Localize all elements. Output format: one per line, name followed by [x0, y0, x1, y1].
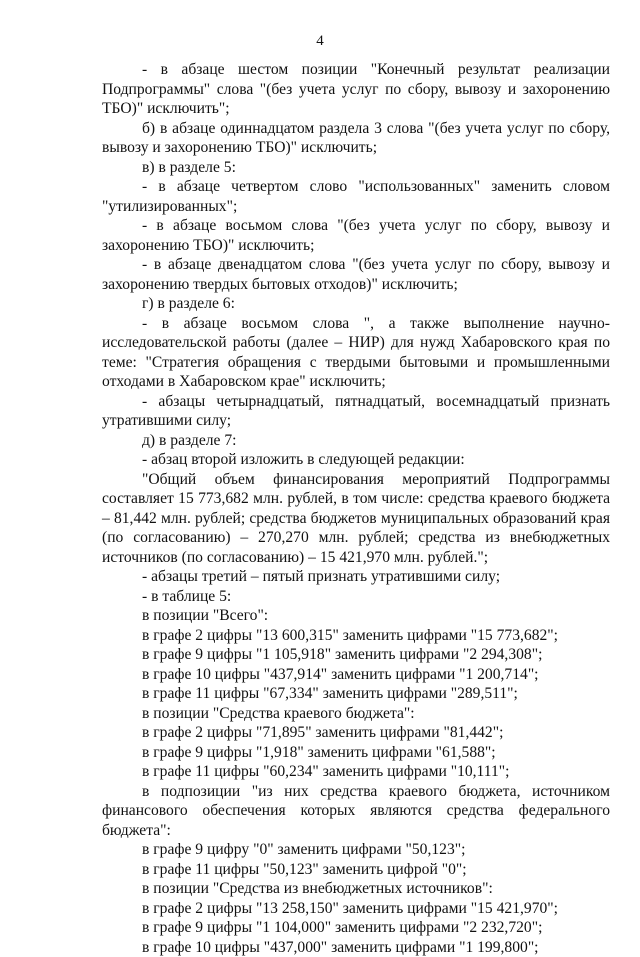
paragraph: в графе 9 цифры "1 105,918" заменить цифрами "2 294,308"; [102, 645, 610, 665]
paragraph: в графе 2 цифры "13 600,315" заменить цифрами "15 773,682"; [102, 626, 610, 646]
paragraph: - в таблице 5: [102, 587, 610, 607]
paragraph: в графе 9 цифру "0" заменить цифрами "50,123"; [102, 840, 610, 860]
paragraph: в графе 2 цифры "71,895" заменить цифрами "81,442"; [102, 723, 610, 743]
paragraph: в графе 10 цифры "437,000" заменить цифрами "1 199,800"; [102, 938, 610, 957]
paragraph: б) в абзаце одиннадцатом раздела 3 слова "(без учета услуг по сбору, вывозу и захоронению ТБО)" исключить; [102, 119, 610, 158]
paragraph: - в абзаце четвертом слово "использованных" заменить словом "утилизированных"; [102, 177, 610, 216]
paragraph: в графе 9 цифры "1,918" заменить цифрами "61,588"; [102, 743, 610, 763]
paragraph: - абзац второй изложить в следующей редакции: [102, 450, 610, 470]
paragraph: в графе 10 цифры "437,914" заменить цифрами "1 200,714"; [102, 665, 610, 685]
paragraph: в графе 2 цифры "13 258,150" заменить цифрами "15 421,970"; [102, 899, 610, 919]
paragraph: - в абзаце восьмом слова "(без учета услуг по сбору, вывозу и захоронению ТБО)" исключить; [102, 216, 610, 255]
paragraph: "Общий объем финансирования мероприятий Подпрограммы составляет 15 773,682 млн. рублей, в том числе: средства краевого бюджета – 81,442 млн. рублей; средства бюджетов муниципальных образований края (по согласованию) – 270,270 млн. рублей; средства из внебюджетных источников (по согласованию) – 15 421,970 млн. рублей."; [102, 470, 610, 568]
paragraph: - абзацы четырнадцатый, пятнадцатый, восемнадцатый признать утратившими силу; [102, 392, 610, 431]
paragraph: г) в разделе 6: [102, 294, 610, 314]
paragraph: в позиции "Средства краевого бюджета": [102, 704, 610, 724]
paragraph: в подпозиции "из них средства краевого бюджета, источником финансового обеспечения которых являются средства федерального бюджета": [102, 782, 610, 841]
paragraph: д) в разделе 7: [102, 431, 610, 451]
paragraph: в позиции "Всего": [102, 606, 610, 626]
paragraph: в графе 9 цифры "1 104,000" заменить цифрами "2 232,720"; [102, 918, 610, 938]
paragraph: в графе 11 цифры "67,334" заменить цифрами "289,511"; [102, 684, 610, 704]
paragraph: - в абзаце двенадцатом слова "(без учета услуг по сбору, вывозу и захоронению твердых бытовых отходов)" исключить; [102, 255, 610, 294]
paragraph: - в абзаце шестом позиции "Конечный результат реализации Подпрограммы" слова "(без учета услуг по сбору, вывозу и захоронению ТБО)" исключить"; [102, 60, 610, 119]
paragraph: в графе 11 цифры "60,234" заменить цифрами "10,111"; [102, 762, 610, 782]
document-body [102, 60, 610, 957]
page-number: 4 [0, 33, 640, 50]
paragraph: - абзацы третий – пятый признать утратившими силу; [102, 567, 610, 587]
paragraph: в графе 11 цифры "50,123" заменить цифрой "0"; [102, 860, 610, 880]
paragraph: - в абзаце восьмом слова ", а также выполнение научно-исследовательской работы (далее – НИР) для нужд Хабаровского края по теме: "Стратегия обращения с твердыми бытовыми и промышленными отходами в Хабаровском крае" исключить; [102, 314, 610, 392]
paragraph: в) в разделе 5: [102, 158, 610, 178]
paragraph: в позиции "Средства из внебюджетных источников": [102, 879, 610, 899]
